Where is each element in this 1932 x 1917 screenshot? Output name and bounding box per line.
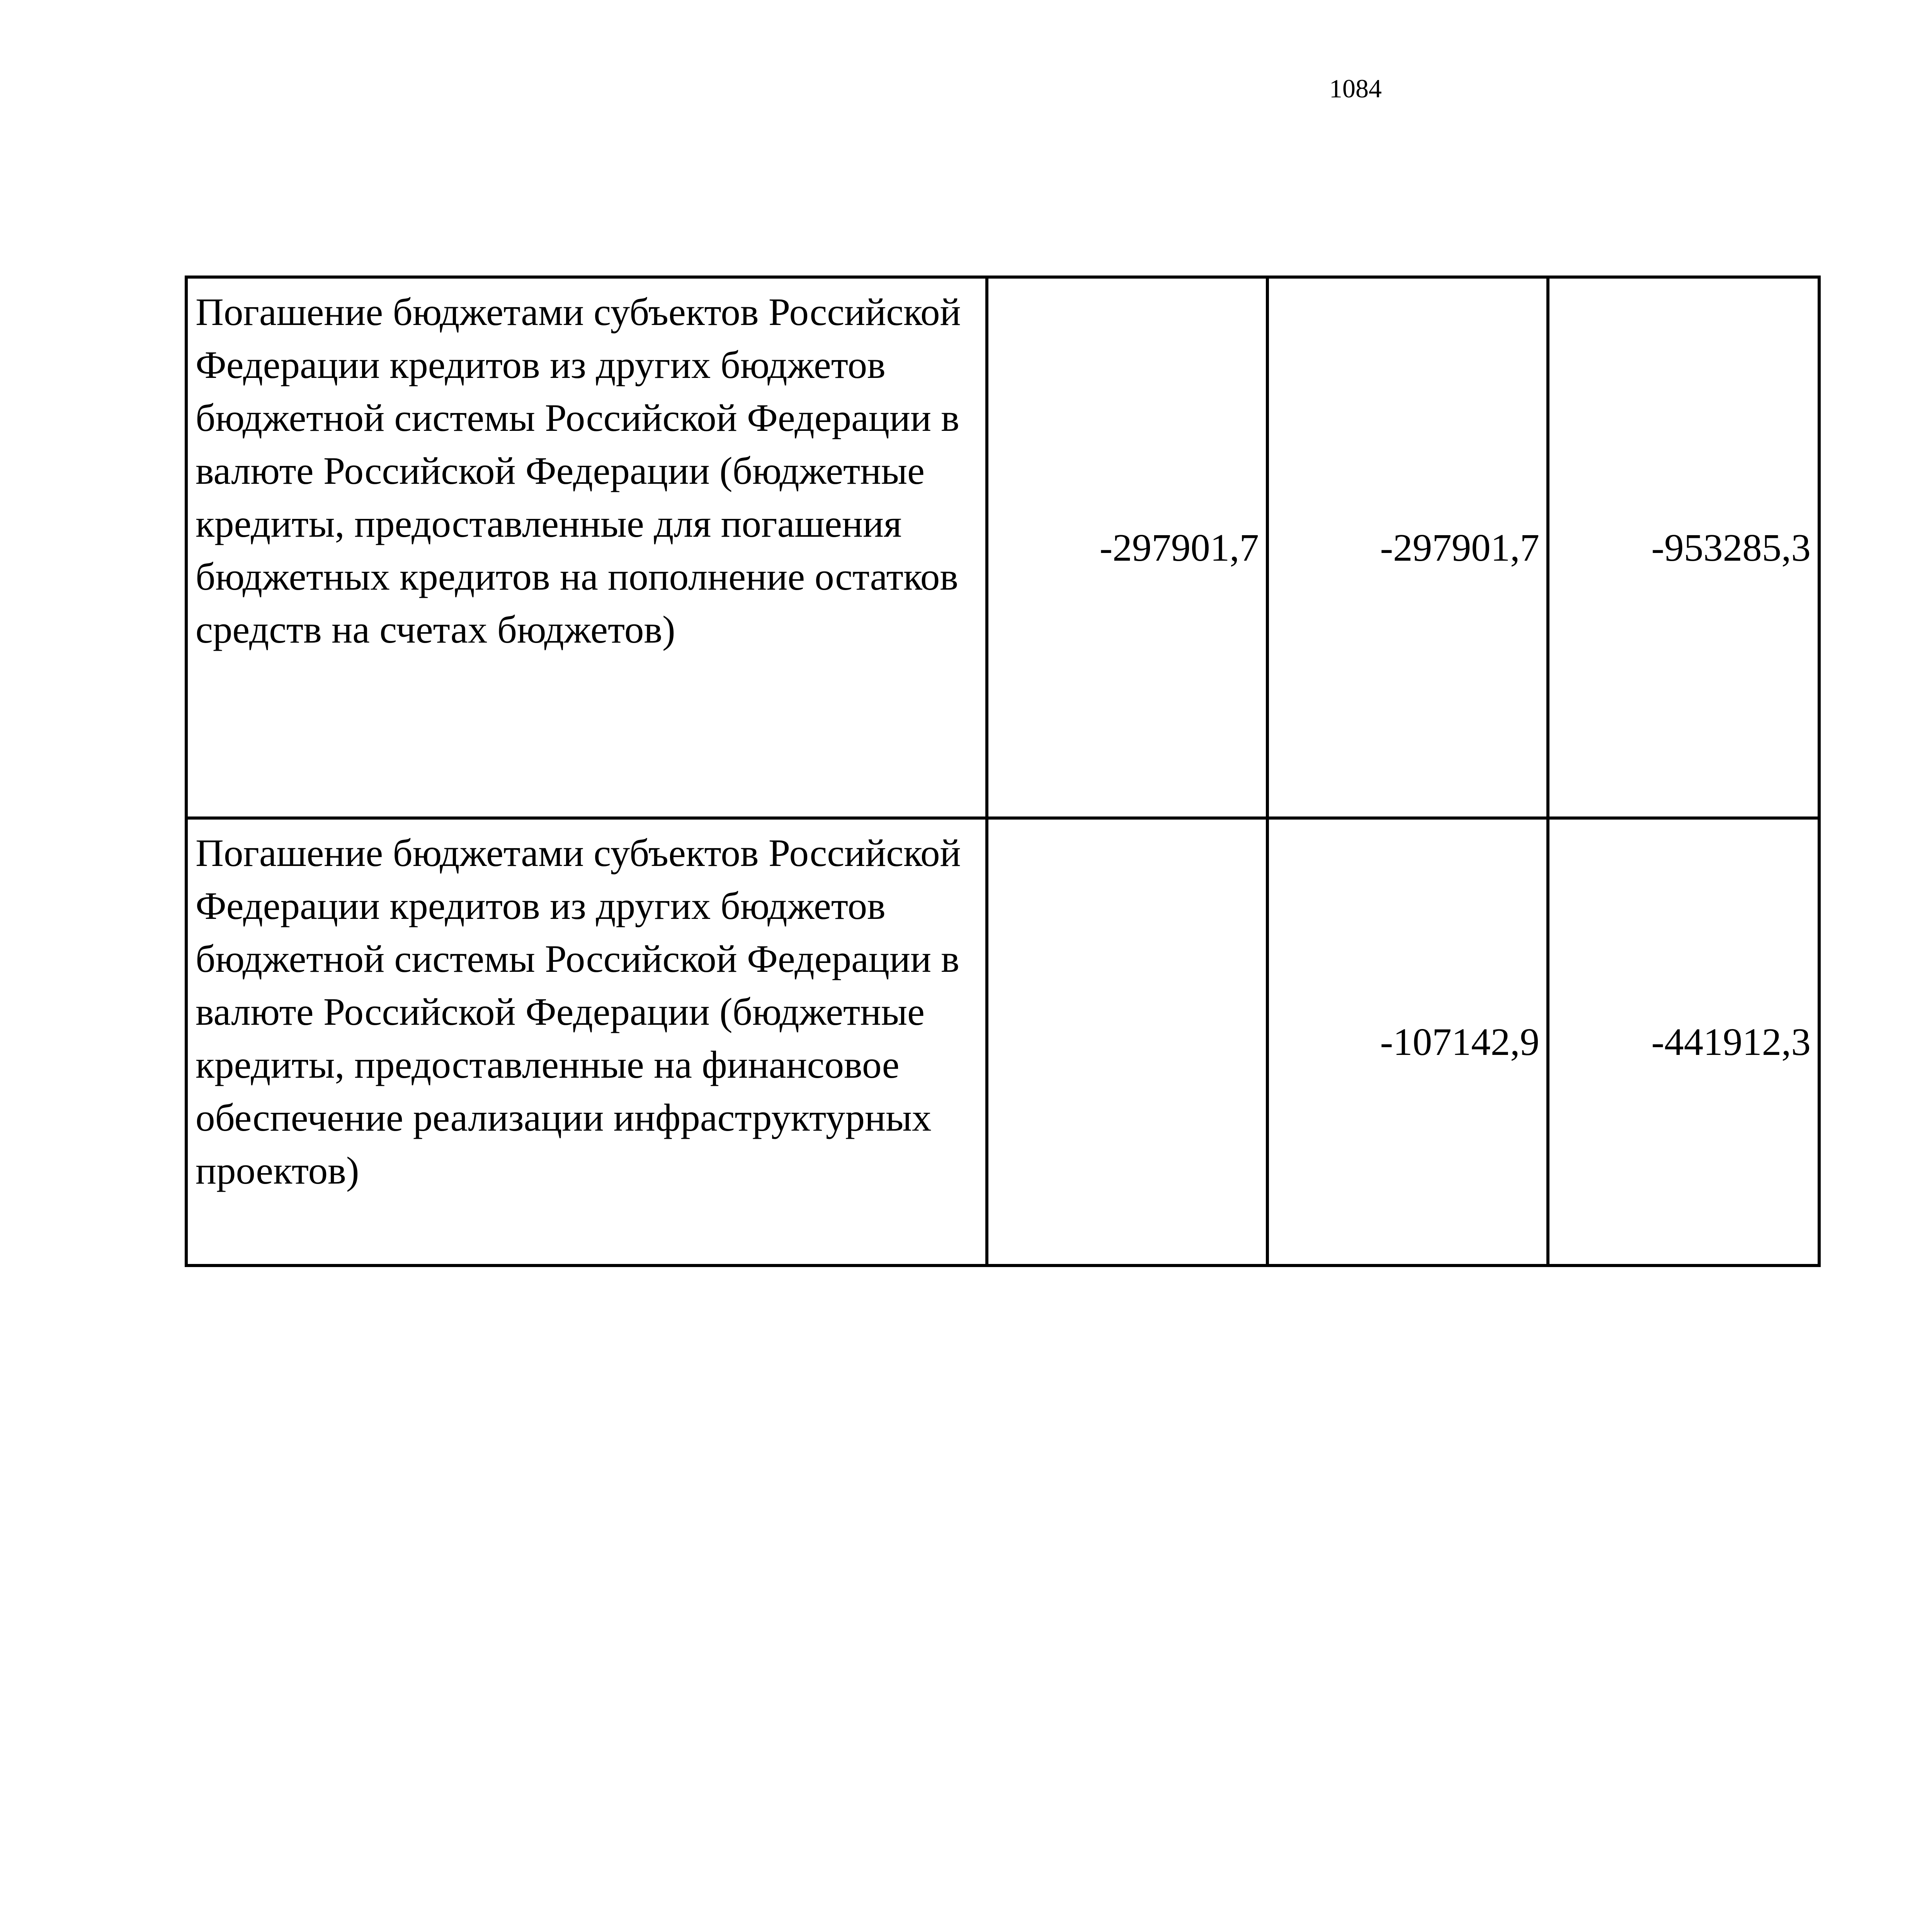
- value-cell: -441912,3: [1548, 818, 1819, 1266]
- value-cell: [987, 818, 1267, 1266]
- value-cell: -297901,7: [987, 277, 1267, 818]
- table-row: [186, 818, 1819, 1266]
- value-cell: -953285,3: [1548, 277, 1819, 818]
- budget-table: [185, 276, 1821, 1267]
- value-cell: -107142,9: [1267, 818, 1548, 1266]
- row-description: Погашение бюджетами субъектов Российской Федерации кредитов из других бюджетов бюджетной системы Российской Федерации в валюте Российской Федерации (бюджетные кредиты, предоставленные на финансовое обеспечение реализации инфраструктурных проектов): [186, 818, 987, 1266]
- row-description: Погашение бюджетами субъектов Российской Федерации кредитов из других бюджетов бюджетной системы Российской Федерации в валюте Российской Федерации (бюджетные кредиты, предоставленные для погашения бюджетных кредитов на пополнение остатков средств на счетах бюджетов): [186, 277, 987, 818]
- page-number: 1084: [1329, 74, 1382, 103]
- value-cell: -297901,7: [1267, 277, 1548, 818]
- table-row: [186, 277, 1819, 818]
